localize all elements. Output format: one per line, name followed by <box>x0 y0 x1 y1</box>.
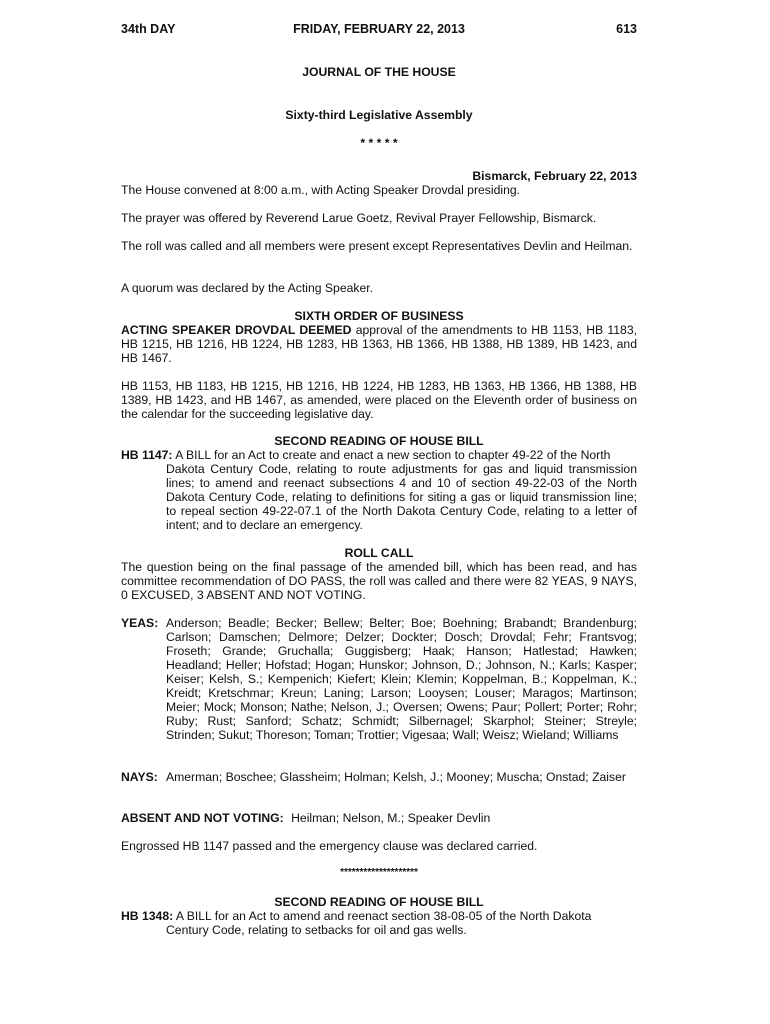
bill-description: Century Code, relating to setbacks for oil and gas wells. <box>166 923 467 937</box>
yeas-list: Anderson; Beadle; Becker; Bellew; Belter; Boe; Boehning; Brabandt; Brandenburg; Carlson; Damschen; Delmore; Delzer; Dockter; Dosch; Drovdal; Fehr; Frantsvog; Froseth; Grande; Gruchalla; Guggisberg; Haak; Hanson; Hatlestad; Hawken; Headland; Heller; Hofstad; Hogan; Hunskor; Johnson, D.; Johnson, N.; Karls; Kasper; Keiser; Kelsh, S.; Kempenich; Kiefert; Klein; Klemin; Koppelman, B.; Koppelman, K.; Kreidt; Kretschmar; Kreun; Laning; Larson; Looysen; Louser; Maragos; Martinson; Meier; Mock; Monson; Nathe; Nelson, J.; Oversen; Owens; Paur; Pollert; Porter; Rohr; Ruby; Rust; Sanford; Schatz; Schmidt; Silbernagel; Skarphol; Steiner; Streyle; Strinden; Sukut; Thoreson; Toman; Trottier; Vigesaa; Wall; Weisz; Wieland; Williams <box>166 616 637 742</box>
running-header <box>121 22 637 38</box>
bill-first-line: A BILL for an Act to amend and reenact section 38-08-05 of the North Dakota <box>173 909 592 923</box>
convened-paragraph: The House convened at 8:00 a.m., with Acting Speaker Drovdal presiding. <box>121 183 521 197</box>
bill-number: HB 1348: <box>121 909 174 923</box>
header-day: 34th DAY <box>121 22 176 36</box>
sixth-order-paragraph <box>121 323 637 365</box>
place-date: Bismarck, February 22, 2013 <box>472 169 637 183</box>
bill-first-line: A BILL for an Act to create and enact a new section to chapter 49-22 of the North <box>172 448 611 462</box>
bill-description: Dakota Century Code, relating to route adjustments for gas and liquid transmission lines; to amend and reenact subsections 4 and 10 of section 49-22-03 of the North Dakota Century Code, relating to definitions for siting a gas or liquid transmission line; to repeal section 49-22-07.1 of the North Dakota Century Code, relating to a letter of intent; and to declare an emergency. <box>166 462 637 532</box>
second-reading-heading-1: SECOND READING OF HOUSE BILL <box>274 434 484 448</box>
yeas-block <box>121 616 637 742</box>
absent-label: ABSENT AND NOT VOTING: <box>121 811 284 825</box>
nays-block <box>121 770 637 784</box>
journal-title: JOURNAL OF THE HOUSE <box>302 65 456 79</box>
yeas-label: YEAS: <box>121 616 159 630</box>
sixth-order-heading: SIXTH ORDER OF BUSINESS <box>294 309 464 323</box>
sixth-order-lead: ACTING SPEAKER DROVDAL DEEMED <box>121 323 352 337</box>
asterisk-divider: ******************** <box>340 867 418 878</box>
roll-paragraph: The roll was called and all members were present except Representatives Devlin and Heilman. <box>121 239 633 253</box>
stars-separator: * * * * * <box>360 136 398 150</box>
sixth-order-text: approval of the amendments to HB 1153, HB 1183, HB 1215, HB 1216, HB 1224, HB 1283, HB 1363, HB 1366, HB 1388, HB 1389, HB 1423, and HB 1467. <box>121 323 637 365</box>
result-paragraph: Engrossed HB 1147 passed and the emergency clause was declared carried. <box>121 839 538 853</box>
absent-block <box>121 811 637 825</box>
header-date: FRIDAY, FEBRUARY 22, 2013 <box>293 22 465 36</box>
assembly-title: Sixty-third Legislative Assembly <box>285 108 473 122</box>
absent-list: Heilman; Nelson, M.; Speaker Devlin <box>291 811 491 825</box>
prayer-paragraph: The prayer was offered by Reverend Larue Goetz, Revival Prayer Fellowship, Bismarck. <box>121 211 597 225</box>
nays-label: NAYS: <box>121 770 158 784</box>
placed-paragraph: HB 1153, HB 1183, HB 1215, HB 1216, HB 1224, HB 1283, HB 1363, HB 1366, HB 1388, HB 1389, HB 1423, and HB 1467, as amended, were placed on the Eleventh order of business on the calendar for the succeeding legislative day. <box>121 379 637 421</box>
bill-number: HB 1147: <box>121 448 173 462</box>
second-reading-heading-2: SECOND READING OF HOUSE BILL <box>274 895 484 909</box>
bill-hb1147 <box>121 448 637 532</box>
quorum-paragraph: A quorum was declared by the Acting Speaker. <box>121 281 374 295</box>
roll-call-heading: ROLL CALL <box>344 546 414 560</box>
header-page-number: 613 <box>616 22 637 36</box>
bill-hb1348 <box>121 909 637 937</box>
roll-call-paragraph: The question being on the final passage of the amended bill, which has been read, and has committee recommendation of DO PASS, the roll was called and there were 82 YEAS, 9 NAYS, 0 EXCUSED, 3 ABSENT AND NOT VOTING. <box>121 560 637 602</box>
nays-list: Amerman; Boschee; Glassheim; Holman; Kelsh, J.; Mooney; Muscha; Onstad; Zaiser <box>166 770 626 784</box>
